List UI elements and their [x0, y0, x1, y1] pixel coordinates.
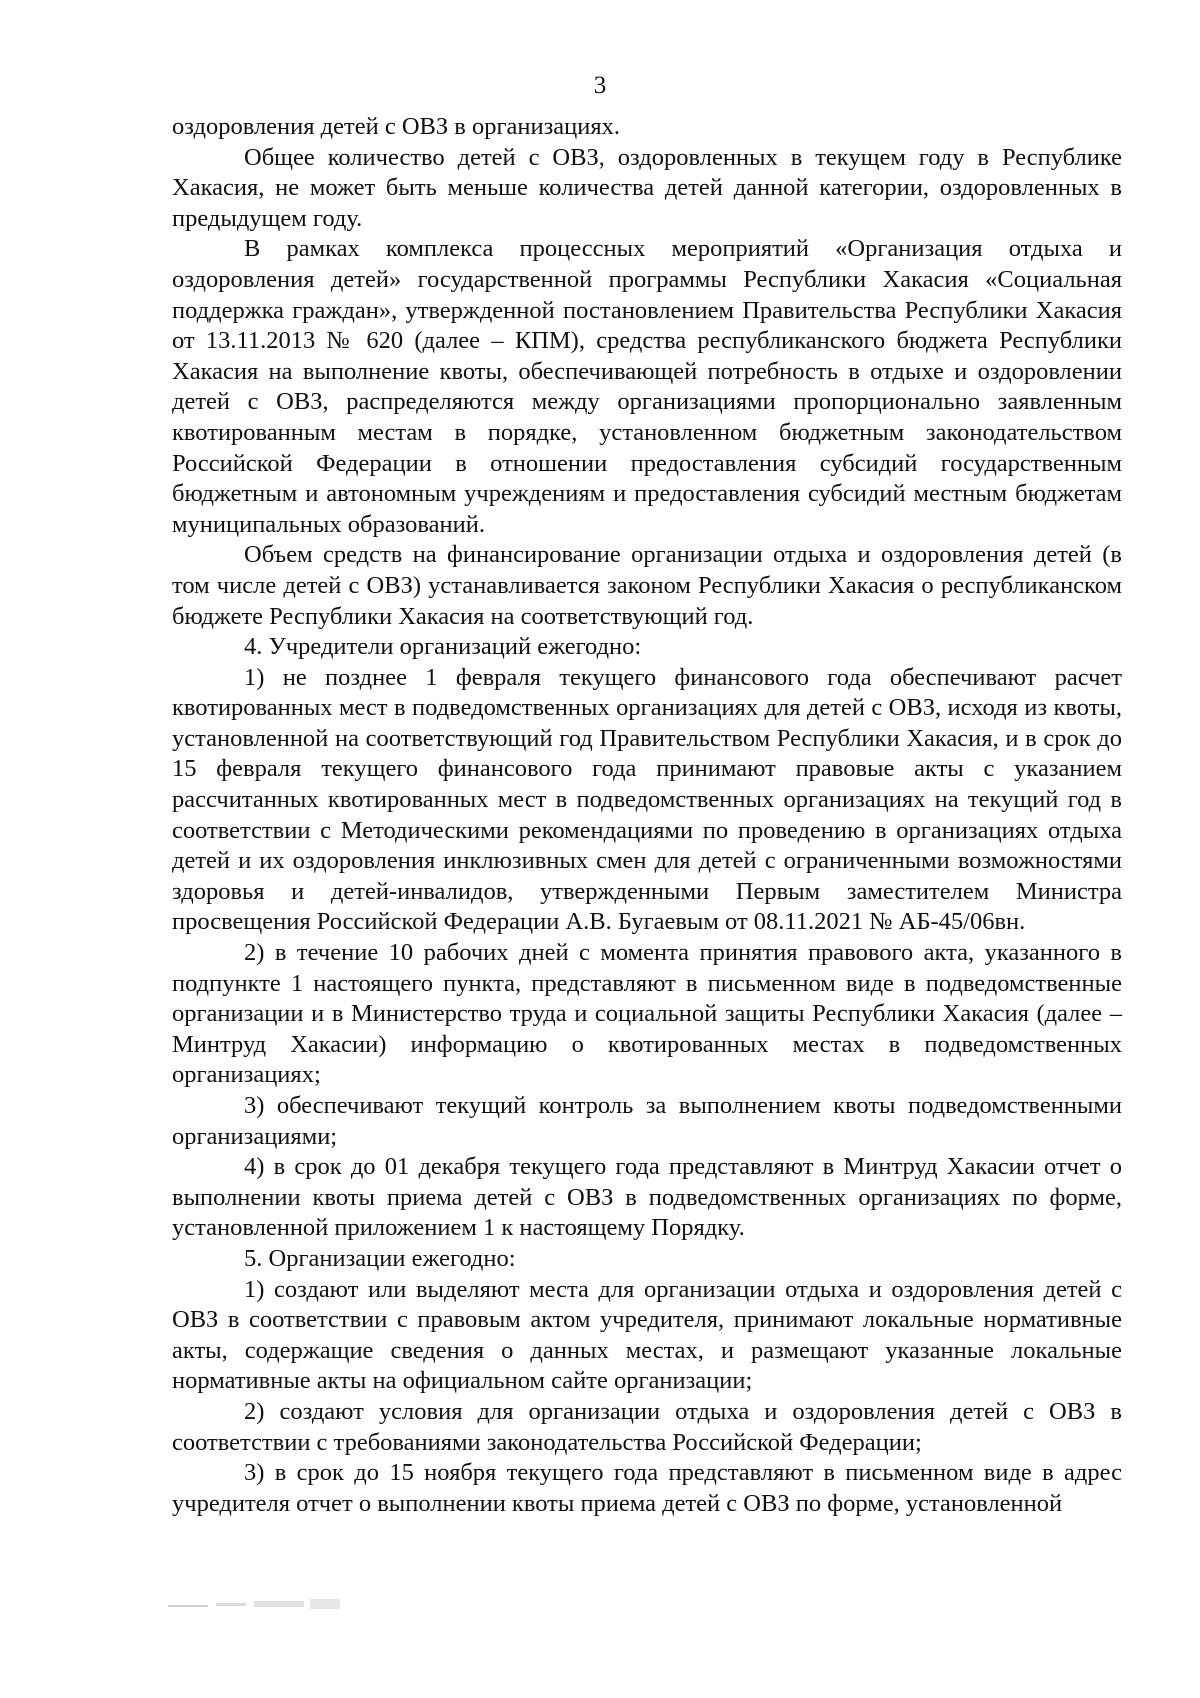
- paragraph: оздоровления детей с ОВЗ в организациях.: [172, 113, 621, 140]
- list-item: 3) обеспечивают текущий контроль за выполнением квоты подведомственными организациями;: [172, 1092, 1122, 1150]
- paragraph: Объем средств на финансирование организации отдыха и оздоровления детей (в том числе детей с ОВЗ) устанавливается законом Республики Хакасия о республиканском бюджете Республики Хакасия на соответствующий год.: [172, 541, 1122, 630]
- list-item: 2) создают условия для организации отдыха и оздоровления детей с ОВЗ в соответствии с требованиями законодательства Российской Федерации;: [172, 1397, 1122, 1456]
- section-heading: 4. Учредители организаций ежегодно:: [244, 633, 642, 661]
- scan-artifact: [168, 1595, 358, 1617]
- page-number: 3: [593, 72, 607, 99]
- list-item: 2) в течение 10 рабочих дней с момента принятия правового акта, указанного в подпункте 1 настоящего пункта, представляют в письменном виде в подведомственные организации и в Министерство труда и социальной защиты Республики Хакасия (далее – Минтруд Хакасии) информацию о квотированных местах в подведомственных организациях;: [172, 939, 1122, 1089]
- document-body: [172, 112, 1122, 1519]
- list-item: 3) в срок до 15 ноября текущего года представляют в письменном виде в адрес учредителя отчет о выполнении квоты приема детей с ОВЗ по форме, установленной: [172, 1459, 1122, 1517]
- list-item: 1) создают или выделяют места для организации отдыха и оздоровления детей с ОВЗ в соответствии с правовым актом учредителя, принимают локальные нормативные акты, содержащие сведения о данных местах, и размещают указанные локальные нормативные акты на официальном сайте организации;: [172, 1275, 1122, 1395]
- paragraph: Общее количество детей с ОВЗ, оздоровленных в текущем году в Республике Хакасия, не может быть меньше количества детей данной категории, оздоровленных в предыдущем году.: [172, 143, 1122, 232]
- list-item: 1) не позднее 1 февраля текущего финансового года обеспечивают расчет квотированных мест в подведомственных организациях для детей с ОВЗ, исходя из квоты, установленной на соответствующий год Правительством Республики Хакасия, и в срок до 15 февраля текущего финансового года принимают правовые акты с указанием рассчитанных квотированных мест в подведомственных организациях на текущий год в соответствии с Методическими рекомендациями по проведению в организациях отдыха детей и их оздоровления инклюзивных смен для детей с ограниченными возможностями здоровья и детей-инвалидов, утвержденными Первым заместителем Министра просвещения Российской Федерации А.В. Бугаевым от 08.11.2021 № АБ-45/06вн.: [172, 663, 1122, 936]
- list-item: 4) в срок до 01 декабря текущего года представляют в Минтруд Хакасии отчет о выполнении квоты приема детей с ОВЗ в подведомственных организациях по форме, установленной приложением 1 к настоящему Порядку.: [172, 1153, 1122, 1242]
- paragraph: В рамках комплекса процессных мероприятий «Организация отдыха и оздоровления детей» государственной программы Республики Хакасия «Социальная поддержка граждан», утвержденной постановлением Правительства Республики Хакасия от 13.11.2013 № 620 (далее – КПМ), средства республиканского бюджета Республики Хакасия на выполнение квоты, обеспечивающей потребность в отдыхе и оздоровлении детей с ОВЗ, распределяются между организациями пропорционально заявленным квотированным местам в порядке, установленном бюджетным законодательством Российской Федерации в отношении предоставления субсидий государственным бюджетным и автономным учреждениям и предоставления субсидий местным бюджетам муниципальных образований.: [172, 235, 1122, 538]
- section-heading: 5. Организации ежегодно:: [244, 1244, 516, 1272]
